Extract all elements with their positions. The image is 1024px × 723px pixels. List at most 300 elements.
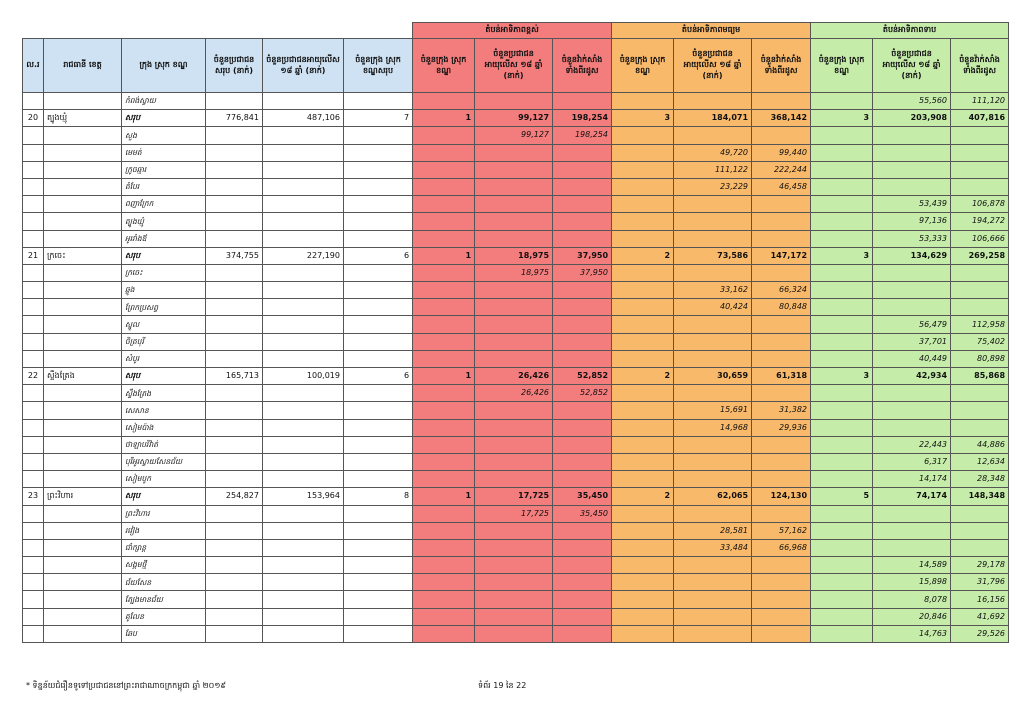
low-doses-cell: 112,958 [951,316,1009,333]
row-no-cell [23,402,44,419]
district-name: ឆែប [122,625,206,642]
high-doses-cell [553,282,612,299]
district-name: ចិត្របុរី [122,333,206,350]
row-province-cell [44,230,122,247]
high-doses-cell [553,608,612,625]
low-pop18-cell [873,505,951,522]
district-name: ជ័យសែន [122,574,206,591]
row-no-cell [23,591,44,608]
table-row [23,522,1009,539]
low-pop18-cell [873,539,951,556]
row-province-cell [44,574,122,591]
high-count-cell [413,350,475,367]
medium-pop18-cell [674,385,752,402]
high-pop18-cell: 18,975 [475,247,553,264]
medium-doses-cell: 61,318 [752,368,811,385]
low-pop18-cell [873,282,951,299]
pop18-cell [263,505,344,522]
medium-count-cell [612,402,674,419]
medium-count-cell [612,213,674,230]
row-province-cell [44,213,122,230]
province-name: ស្ទឹងត្រែង [44,368,122,385]
medium-pop18-cell [674,471,752,488]
high-pop18-cell [475,608,553,625]
high-count-cell [413,574,475,591]
high-count-cell [413,505,475,522]
total-label: សរុប [122,110,206,127]
high-doses-cell [553,350,612,367]
medium-pop18-cell [674,574,752,591]
total-pop-cell [206,161,263,178]
row-no-cell [23,574,44,591]
medium-pop18-cell: 33,484 [674,539,752,556]
high-count-cell [413,161,475,178]
medium-doses-cell [752,591,811,608]
low-pop18-cell [873,419,951,436]
district-count-cell [344,436,413,453]
page-number: ទំព័រ 19 នៃ 22 [478,681,527,690]
low-count-cell: 3 [811,110,873,127]
low-doses-cell: 85,868 [951,368,1009,385]
medium-count-cell [612,436,674,453]
pop18-cell [263,539,344,556]
medium-pop18-cell: 184,071 [674,110,752,127]
low-pop18-cell: 56,479 [873,316,951,333]
high-pop18-cell [475,316,553,333]
total-pop-cell [206,419,263,436]
col-low-pop18: ចំនួនប្រជាជនអាយុលើស ១៨ ឆ្នាំ (នាក់) [873,39,951,93]
low-pop18-cell [873,127,951,144]
row-no-cell [23,299,44,316]
low-count-cell [811,178,873,195]
medium-pop18-cell [674,213,752,230]
high-pop18-cell [475,161,553,178]
low-pop18-cell: 203,908 [873,110,951,127]
low-pop18-cell [873,402,951,419]
total-pop-cell [206,178,263,195]
low-pop18-cell: 40,449 [873,350,951,367]
medium-pop18-cell: 33,162 [674,282,752,299]
table-row [23,161,1009,178]
high-pop18-cell: 17,725 [475,505,553,522]
medium-doses-cell: 222,244 [752,161,811,178]
low-count-cell: 3 [811,368,873,385]
low-doses-cell [951,539,1009,556]
col-province: រាជធានី ខេត្ត [44,39,122,93]
col-high-count: ចំនួនក្រុង ស្រុក ខណ្ឌ [413,39,475,93]
row-province-cell [44,196,122,213]
total-pop-cell [206,608,263,625]
high-count-cell: 1 [413,488,475,505]
low-count-cell [811,574,873,591]
district-name: សេសាន [122,402,206,419]
medium-count-cell: 3 [612,110,674,127]
low-pop-cell: 55,560 [873,93,951,110]
high-pop18-cell [475,333,553,350]
district-count-cell [344,385,413,402]
district-count-cell: 6 [344,368,413,385]
high-count-cell [413,385,475,402]
pop18-cell [263,608,344,625]
medium-count-cell [612,316,674,333]
district-count-cell [344,264,413,281]
low-doses-cell: 28,348 [951,471,1009,488]
row-province-cell [44,282,122,299]
medium-pop18-cell [674,264,752,281]
district-count-cell [344,93,413,110]
low-count-cell [811,282,873,299]
province-name: ត្បូងឃ្មុំ [44,110,122,127]
medium-pop18-cell [674,196,752,213]
high-count-cell: 1 [413,368,475,385]
medium-count-cell [612,574,674,591]
pop18-cell [263,127,344,144]
district-name: ក្រូចឆ្មារ [122,161,206,178]
table-row [23,402,1009,419]
medium-pop18-cell [674,230,752,247]
medium-doses-cell [752,574,811,591]
high-count-cell [413,402,475,419]
high-doses-cell [553,419,612,436]
medium-count-cell [612,144,674,161]
low-doses-cell [951,161,1009,178]
row-province-cell [44,161,122,178]
table-row [23,213,1009,230]
total-pop-cell [206,385,263,402]
row-no-cell [23,350,44,367]
pop18-cell [263,230,344,247]
medium-pop18-cell: 73,586 [674,247,752,264]
low-count-cell [811,144,873,161]
medium-count-cell [612,557,674,574]
footer-note: * ទិន្នន័យជំរឿនទូទៅប្រជាជននៅព្រះរាជាណាចក្រកម្ពុជា ឆ្នាំ ២០១៩ [26,681,227,690]
medium-doses-cell [752,196,811,213]
row-no-cell [23,196,44,213]
low-doses-cell: 44,886 [951,436,1009,453]
low-count-cell [811,402,873,419]
low-count-cell [811,316,873,333]
table-row [23,539,1009,556]
high-doses-cell [553,178,612,195]
district-name: បុរីអូរស្វាយសែនជ័យ [122,453,206,470]
medium-pop18-cell: 28,581 [674,522,752,539]
table-row [23,385,1009,402]
medium-pop18-cell [674,557,752,574]
table-row [23,608,1009,625]
pop18-cell [263,196,344,213]
high-pop18-cell [475,196,553,213]
pop18-cell [263,264,344,281]
low-pop18-cell [873,522,951,539]
medium-count-cell: 2 [612,247,674,264]
row-no-cell [23,436,44,453]
table-row [23,557,1009,574]
population-18-cell: 153,964 [263,488,344,505]
medium-doses-cell: 46,458 [752,178,811,195]
total-population-cell: 776,841 [206,110,263,127]
low-doses-cell: 29,526 [951,625,1009,642]
medium-doses-cell [752,453,811,470]
high-doses-cell: 52,852 [553,385,612,402]
zone-low-header: តំបន់អាទិភាពទាប [811,23,1009,39]
low-doses-cell: 16,156 [951,591,1009,608]
table-row-total [23,368,1009,385]
total-population-cell: 165,713 [206,368,263,385]
low-count-cell [811,350,873,367]
row-no-cell: 22 [23,368,44,385]
row-no-cell [23,385,44,402]
medium-count-cell [612,625,674,642]
total-pop-cell [206,591,263,608]
low-pop18-cell [873,178,951,195]
row-no-cell [23,539,44,556]
low-count-cell [811,557,873,574]
zone-cell [674,93,752,110]
high-doses-cell [553,557,612,574]
low-doses-cell: 80,898 [951,350,1009,367]
high-doses-cell: 37,950 [553,264,612,281]
row-province-cell [44,557,122,574]
high-count-cell [413,316,475,333]
medium-doses-cell [752,471,811,488]
table-row [23,453,1009,470]
col-population-18: ចំនួនប្រជាជនអាយុលើស ១៨ ឆ្នាំ (នាក់) [263,39,344,93]
high-count-cell: 1 [413,110,475,127]
district-name: រវៀង [122,522,206,539]
zone-high-header: តំបន់អាទិភាពខ្ពស់ [413,23,612,39]
high-doses-cell [553,402,612,419]
row-province-cell [44,453,122,470]
low-count-cell [811,591,873,608]
high-count-cell [413,539,475,556]
district-name: ថាឡាបរិវ៉ាត់ [122,436,206,453]
high-doses-cell [553,574,612,591]
row-province-cell [44,471,122,488]
district-name: សៀមប៉ាង [122,419,206,436]
district-name: ព្រែកប្រសព្វ [122,299,206,316]
table-row [23,299,1009,316]
total-label: សរុប [122,247,206,264]
low-count-cell [811,522,873,539]
population-18-cell: 100,019 [263,368,344,385]
province-name: ក្រចេះ [44,247,122,264]
low-doses-cell [951,127,1009,144]
pop18-cell [263,350,344,367]
high-pop18-cell [475,574,553,591]
low-pop18-cell: 15,898 [873,574,951,591]
district-count-cell [344,178,413,195]
row-province-cell [44,505,122,522]
high-doses-cell [553,453,612,470]
pop18-cell [263,299,344,316]
row-no-cell: 21 [23,247,44,264]
high-pop18-cell [475,471,553,488]
medium-doses-cell: 368,142 [752,110,811,127]
total-pop-cell [206,436,263,453]
province-name: ព្រះវិហារ [44,488,122,505]
row-province-cell [44,522,122,539]
high-count-cell [413,419,475,436]
low-count-cell [811,127,873,144]
medium-pop18-cell [674,591,752,608]
medium-doses-cell: 66,324 [752,282,811,299]
row-province-cell [44,333,122,350]
medium-pop18-cell: 49,720 [674,144,752,161]
high-doses-cell: 37,950 [553,247,612,264]
medium-doses-cell [752,557,811,574]
medium-pop18-cell [674,316,752,333]
low-count-cell [811,161,873,178]
high-count-cell [413,282,475,299]
pop18-cell [263,282,344,299]
medium-pop18-cell [674,608,752,625]
medium-doses-cell: 124,130 [752,488,811,505]
low-count-cell [811,608,873,625]
low-doses-cell: 31,796 [951,574,1009,591]
medium-doses-cell [752,316,811,333]
pop18-cell [263,591,344,608]
high-pop18-cell: 99,127 [475,110,553,127]
medium-pop18-cell [674,333,752,350]
medium-doses-cell [752,625,811,642]
table-row [23,436,1009,453]
high-pop18-cell [475,299,553,316]
medium-pop18-cell [674,127,752,144]
total-pop-cell [206,213,263,230]
table-body [23,93,1009,643]
low-doses-cell: 12,634 [951,453,1009,470]
col-medium-pop18: ចំនួនប្រជាជនអាយុលើស ១៨ ឆ្នាំ (នាក់) [674,39,752,93]
row-province-cell [44,419,122,436]
total-label: សរុប [122,488,206,505]
row-no-cell [23,333,44,350]
district-name: ព្រះវិហារ [122,505,206,522]
high-pop18-cell [475,213,553,230]
high-pop18-cell [475,144,553,161]
district-count-cell [344,282,413,299]
table-row [23,144,1009,161]
high-pop18-cell [475,230,553,247]
district-count-cell [344,453,413,470]
row-no-cell [23,282,44,299]
low-pop18-cell [873,144,951,161]
low-pop18-cell: 14,589 [873,557,951,574]
low-doses-cell [951,178,1009,195]
row-province-cell [44,264,122,281]
pop18-cell [263,522,344,539]
total-pop-cell [206,557,263,574]
row-no-cell [23,557,44,574]
high-pop18-cell [475,178,553,195]
low-doses-cell: 29,178 [951,557,1009,574]
row-no-cell [23,625,44,642]
high-doses-cell [553,230,612,247]
low-doses-cell [951,144,1009,161]
total-label: សរុប [122,368,206,385]
high-doses-cell [553,539,612,556]
table-row [23,419,1009,436]
high-pop18-cell [475,350,553,367]
medium-count-cell [612,196,674,213]
district-count-cell [344,127,413,144]
low-doses-cell [951,402,1009,419]
low-doses-cell [951,385,1009,402]
table-row [23,230,1009,247]
pop18-cell [263,178,344,195]
medium-count-cell [612,385,674,402]
medium-pop18-cell [674,350,752,367]
high-count-cell [413,522,475,539]
medium-count-cell [612,522,674,539]
high-count-cell [413,127,475,144]
medium-pop18-cell [674,453,752,470]
total-pop-cell [206,144,263,161]
col-no: ល.រ [23,39,44,93]
high-doses-cell [553,436,612,453]
total-pop-cell [206,350,263,367]
row-province-cell [44,591,122,608]
total-pop-cell [206,333,263,350]
medium-count-cell [612,178,674,195]
population-18-cell: 487,106 [263,110,344,127]
zone-cell [553,93,612,110]
pop18-cell [263,402,344,419]
low-pop18-cell: 6,317 [873,453,951,470]
district-count-cell [344,333,413,350]
medium-doses-cell [752,608,811,625]
total-population-cell: 374,755 [206,247,263,264]
district-count-cell [344,574,413,591]
total-pop-cell [206,282,263,299]
medium-doses-cell: 66,968 [752,539,811,556]
district-name: អូររាំងឪ [122,230,206,247]
medium-count-cell [612,539,674,556]
district-name: ឆ្លូង [122,282,206,299]
row-province-cell [44,93,122,110]
low-count-cell [811,505,873,522]
district-count-cell [344,539,413,556]
high-count-cell [413,608,475,625]
district-name: ស្ទឹងត្រែង [122,385,206,402]
zone-medium-header: តំបន់អាទិភាពមធ្យម [612,23,811,39]
low-pop18-cell: 53,333 [873,230,951,247]
row-province-cell [44,625,122,642]
row-no-cell [23,316,44,333]
low-count-cell [811,230,873,247]
pop18-cell [263,436,344,453]
high-count-cell [413,591,475,608]
district-name: ក្រចេះ [122,264,206,281]
district-count-cell [344,625,413,642]
medium-doses-cell: 31,382 [752,402,811,419]
high-pop18-cell [475,282,553,299]
low-count-cell [811,539,873,556]
total-pop-cell [206,93,263,110]
district-name: ត្បូងឃ្មុំ [122,213,206,230]
high-doses-cell [553,196,612,213]
medium-doses-cell [752,350,811,367]
district-count-cell: 6 [344,247,413,264]
low-pop18-cell: 14,174 [873,471,951,488]
high-count-cell [413,299,475,316]
medium-doses-cell: 147,172 [752,247,811,264]
low-pop18-cell: 37,701 [873,333,951,350]
medium-doses-cell: 99,440 [752,144,811,161]
high-pop18-cell [475,591,553,608]
high-doses-cell [553,299,612,316]
district-name: តំបែរ [122,178,206,195]
medium-count-cell [612,471,674,488]
